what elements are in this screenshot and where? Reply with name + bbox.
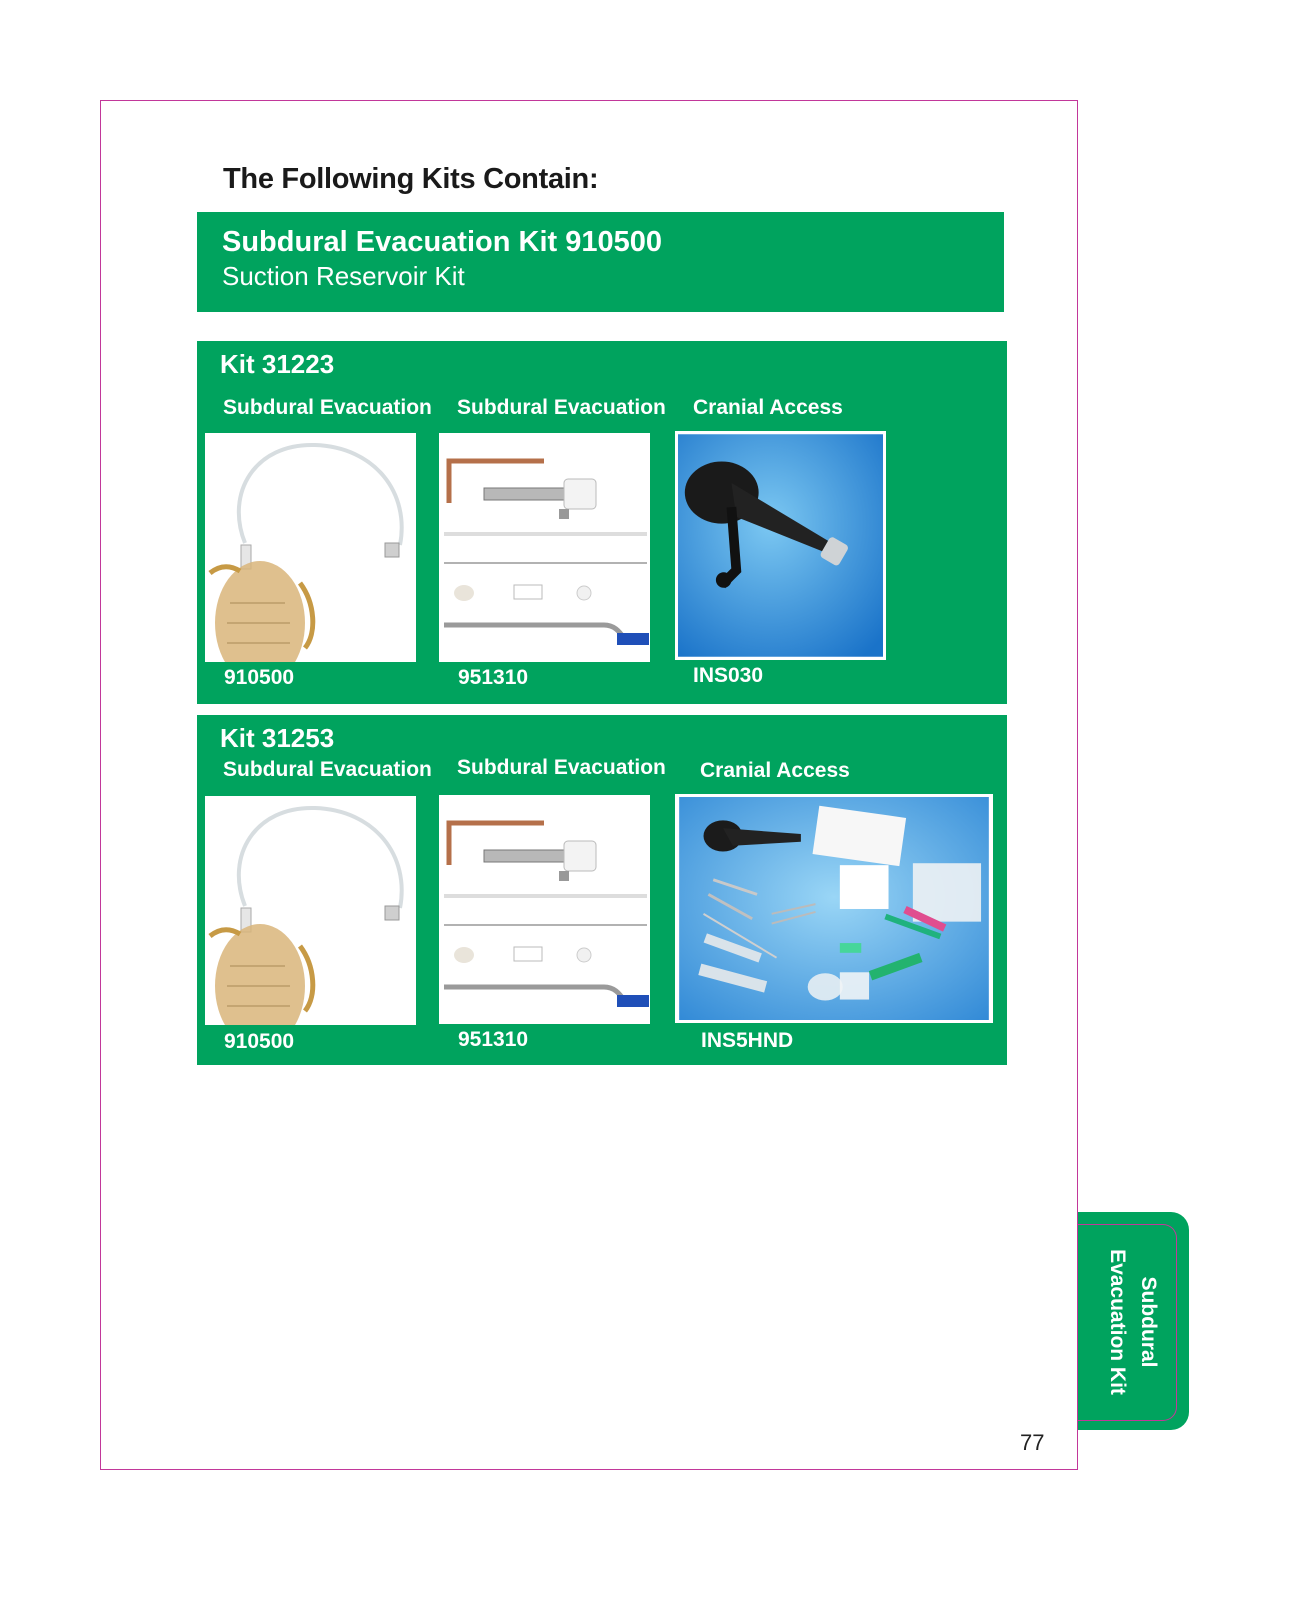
kit-title: Kit 31223 [220,349,335,379]
cranial-access-kit-image [675,794,993,1023]
column-label: Subdural Evacuation [457,396,666,419]
column-label: Subdural Evacuation [223,396,432,419]
product-code: 951310 [458,1028,529,1051]
banner-subtitle: Suction Reservoir Kit [222,261,465,291]
suction-reservoir-image [205,433,416,662]
page-number: 77 [1020,1430,1045,1455]
column-label: Subdural Evacuation [457,756,666,779]
column-label: Cranial Access [700,759,850,782]
product-code: 910500 [224,1030,295,1053]
column-label: Subdural Evacuation [223,758,432,781]
product-code: INS5HND [701,1029,794,1052]
suction-reservoir-image [205,796,416,1025]
product-code: 951310 [458,666,529,689]
product-code: INS030 [693,664,764,687]
catheter-components-image [439,433,650,662]
column-label: Cranial Access [693,396,843,419]
page-heading: The Following Kits Contain: [223,163,599,195]
section-tab [1078,1212,1189,1430]
product-code: 910500 [224,666,295,689]
kit-title: Kit 31253 [220,723,335,753]
section-tab-label [1102,1249,1164,1395]
hand-drill-image [675,431,886,660]
kit-banner [197,212,1004,312]
catheter-components-image [439,795,650,1024]
banner-title: Subdural Evacuation Kit 910500 [222,226,662,258]
section-tab-line2: Evacuation Kit [1106,1249,1129,1395]
kit-panel-31253 [197,715,1007,1065]
kit-panel-31223 [197,341,1007,704]
section-tab-line1: Subdural [1137,1276,1160,1368]
